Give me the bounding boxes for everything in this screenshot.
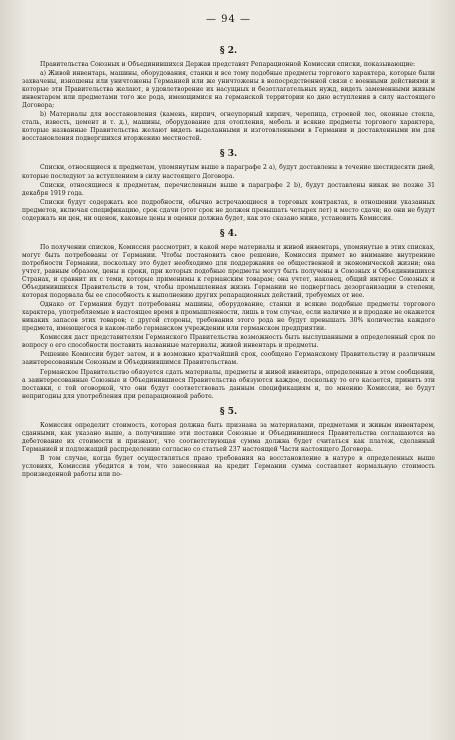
paragraph: Правительства Союзных и Объединившихся Держав представят Репарационной Комиссии списки, показывающие: [40, 61, 416, 68]
section-title: § 2. [219, 46, 238, 56]
paragraph: Комиссия определит стоимость, которая должна быть признана за материалами, предметами и живым инвентарем, сданными, как указано выше, а получившие эти поставки Союзные и Объединившиеся Правительства соглашаются на дебетование их стоимости и признают, что соответствующая сумма должна будет считаться как платеж, сделанный Германией и подлежащий распределению согласно со статьей 237 настоящей Части настоящего Договора. [22, 421, 435, 453]
section-5 [22, 407, 435, 479]
paragraph: Списки, относящиеся к предметам, упомянутым выше в параграфе 2 а), будут доставлены в течение шестидесяти дней, которые последуют за вступлением в силу настоящего Договора. [22, 164, 435, 180]
section-3 [22, 149, 435, 222]
paragraph: Списки, относящиеся к предметам, перечисленным выше в параграфе 2 b), будут доставлены никак не позже 31 декабря 1919 года. [22, 181, 435, 197]
section-title: § 4. [219, 228, 238, 239]
paragraph: Германское Правительство обязуется сдать материалы, предметы и живой инвентарь, определенные в этом сообщении, а заинтересованные Союзные и Объединившиеся Правительства обязуются каждое, поскольку то его касается, принять эти поставки, с той оговоркой, что они будут соответствовать данным спецификациям и, по мнению Комиссии, не будут непригодны для употребления при репарационной работе. [22, 368, 435, 400]
paragraph: Комиссия даст представителям Германского Правительства возможность быть выслушанными в определенный срок по вопросу о его способности поставить названные материалы, живой инвентарь и предметы. [22, 334, 435, 350]
page-number: — 94 — [205, 14, 252, 25]
paragraph: В том случае, когда будет осуществляться право требования на восстановление в натуре в определенных выше условиях, Комиссия убедится в том, что занесенная на кредит Германии сумма составляет нормальную стоимость произведенной работы или по- [22, 454, 435, 478]
paragraph: b) Материалы для восстановления (камень, кирпич, огнеупорный кирпич, черепица, строевой лес, оконные стекла, сталь, известь, цемент и т. д.), машины, оборудование для отопления, мебель и всякие предметы торгового характера, которые названные Правительства желают видеть выделанными и изготовленными в Германии и доставленными им для восстановления подвергшихся вторжению местностей. [22, 111, 435, 143]
paragraph: По получении списков, Комиссия рассмотрит, в какой мере материалы и живой инвентарь, упомянутые в этих списках, могут быть потребованы от Германии. Чтобы постановить свое решение, Комиссия примет во внимание внутренние потребности Германии, поскольку это будет необходимо для поддержания ее общественной и экономической жизни; она учтет, равным образом, цены и сроки, при которых подобные предметы могут быть получены в Союзных и Объединившихся Странах, и сравнит их с теми, которые применимы к германским товарам; она учтет, наконец, общий интерес Союзных и Объединившихся Правительств в том, чтобы промышленная жизнь Германии не подверглась дезорганизации в степени, которая подорвала бы ее способность к выполнению других репарационных действий, требуемых от нее. [22, 243, 435, 300]
section-title: § 3. [219, 149, 238, 160]
section-4 [22, 229, 435, 401]
paragraph: Однако от Германии будут потребованы машины, оборудование, станки и всякие подобные предметы торгового характера, употребляемые в настоящее время в промышленности, лишь в том случае, если наличие и в продаже не окажется никаких запасов этих товаров; с другой стороны, требования этого рода не будут превышать 30% количества каждого предмета, имеющегося в каком-либо германском учреждении или германском предприятии. [22, 301, 435, 333]
paragraph: Решение Комиссии будет затем, и в возможно кратчайший срок, сообщено Германскому Правительству и различным заинтересованным Союзным и Объединившимся Правительствам. [22, 351, 435, 367]
paragraph: Списки будут содержать все подробности, обычно встречающиеся в торговых контрактах, в отношении указанных предметов, включая спецификацию, срок сдачи (этот срок не должен превышать четырех лет) и место сдачи; но они не будут содержать ни цен, ни оценок, каковые цены и оценки должна будет, как это сказано ниже, установить Комиссия. [22, 198, 435, 222]
paragraph: а) Живой инвентарь, машины, оборудования, станки и все тому подобные предметы торгового характера, которые были захвачены, изношены или уничтожены Германией или же уничтожены в непосредственной связи с военными действиями и которые эти Правительства желают, в удовлетворение их насущных и безотлагательных нужд, видеть замененными живым инвентарем или предметами того же рода, имеющимися на германской территории ко дню вступления в силу настоящего Договора; [22, 70, 435, 110]
section-title: § 5. [219, 406, 238, 417]
section-2 [22, 46, 435, 143]
